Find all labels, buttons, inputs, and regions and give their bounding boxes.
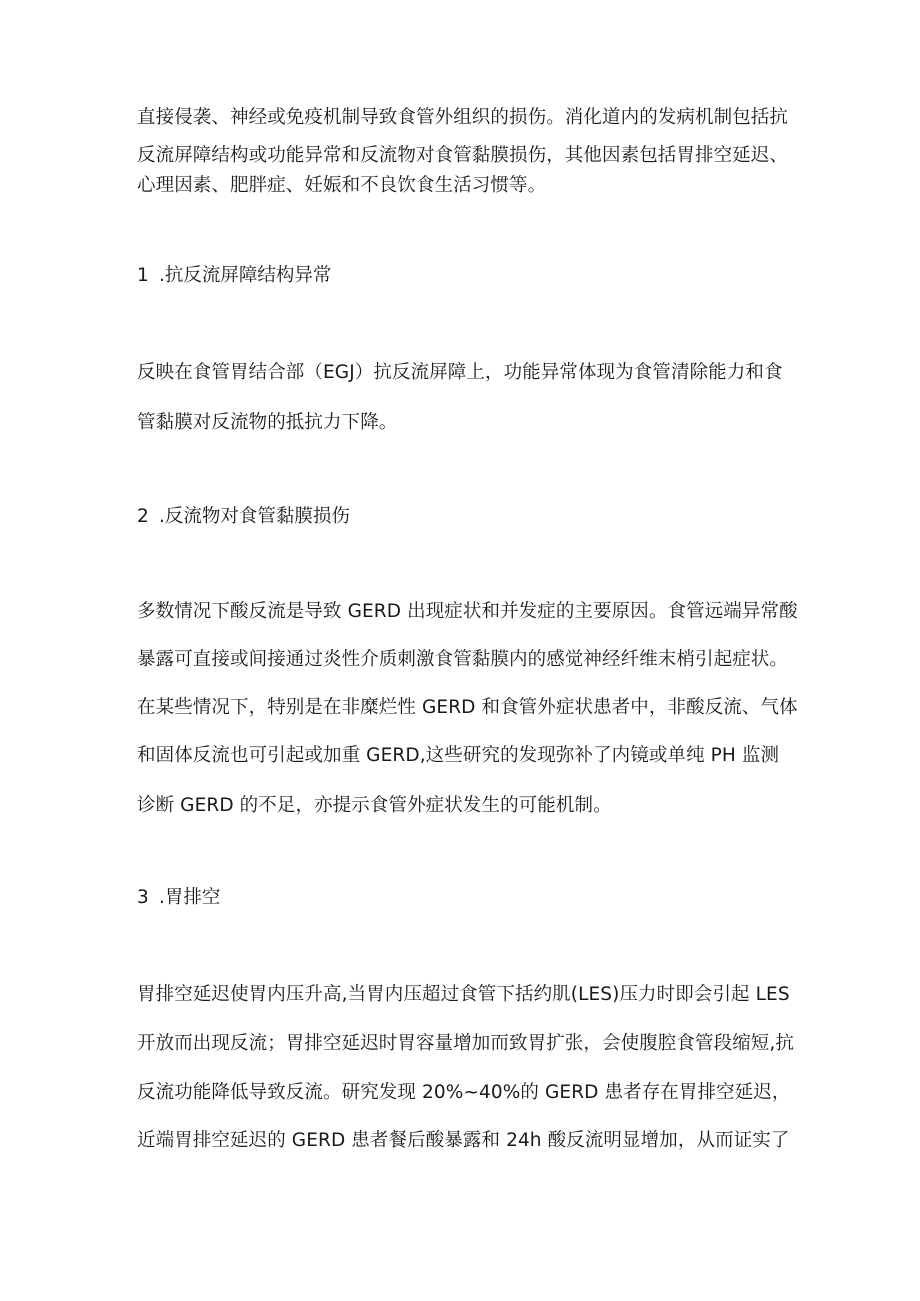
section-1-number: 1	[137, 265, 149, 286]
section-2-title: .反流物对食管黏膜损伤	[159, 506, 350, 527]
section-2-line-5: 诊断 GERD 的不足，亦提示食管外症状发生的可能机制。	[137, 795, 612, 816]
section-1-line-1: 反映在食管胃结合部（EGJ）抗反流屏障上，功能异常体现为食管清除能力和食	[137, 362, 783, 383]
section-2-line-2: 暴露可直接或间接通过炎性介质刺激食管黏膜内的感觉神经纤维末梢引起症状。	[137, 649, 789, 670]
section-2-number: 2	[137, 506, 149, 527]
intro-line-2: 反流屏障结构或功能异常和反流物对食管黏膜损伤，其他因素包括胃排空延迟、	[137, 145, 789, 166]
section-3-line-3: 反流功能降低导致反流。研究发现 20%~40%的 GERD 患者存在胃排空延迟，	[137, 1082, 791, 1103]
section-1-line-2: 管黏膜对反流物的抵抗力下降。	[137, 412, 398, 433]
intro-line-1: 直接侵袭、神经或免疫机制导致食管外组织的损伤。消化道内的发病机制包括抗	[137, 107, 789, 128]
section-1-title: .抗反流屏障结构异常	[159, 265, 332, 286]
section-3-title: .胃排空	[159, 887, 221, 908]
section-2-line-3: 在某些情况下，特别是在非糜烂性 GERD 和食管外症状患者中，非酸反流、气体	[137, 697, 798, 718]
section-3-number: 3	[137, 887, 149, 908]
section-3-line-1: 胃排空延迟使胃内压升高,当胃内压超过食管下括约肌(LES)压力时即会引起 LES	[137, 984, 790, 1005]
section-3-line-4: 近端胃排空延迟的 GERD 患者餐后酸暴露和 24h 酸反流明显增加，从而证实了	[137, 1130, 790, 1151]
section-3-line-2: 开放而出现反流；胃排空延迟时胃容量增加而致胃扩张，会使腹腔食管段缩短,抗	[137, 1033, 794, 1054]
section-1-heading	[137, 264, 331, 288]
section-2-line-1: 多数情况下酸反流是导致 GERD 出现症状和并发症的主要原因。食管远端异常酸	[137, 601, 798, 622]
intro-line-3: 心理因素、肥胖症、妊娠和不良饮食生活习惯等。	[137, 175, 547, 196]
section-3-heading	[137, 886, 220, 910]
section-2-line-4: 和固体反流也可引起或加重 GERD,这些研究的发现弥补了内镜或单纯 PH 监测	[137, 745, 780, 766]
section-2-heading	[137, 505, 350, 529]
